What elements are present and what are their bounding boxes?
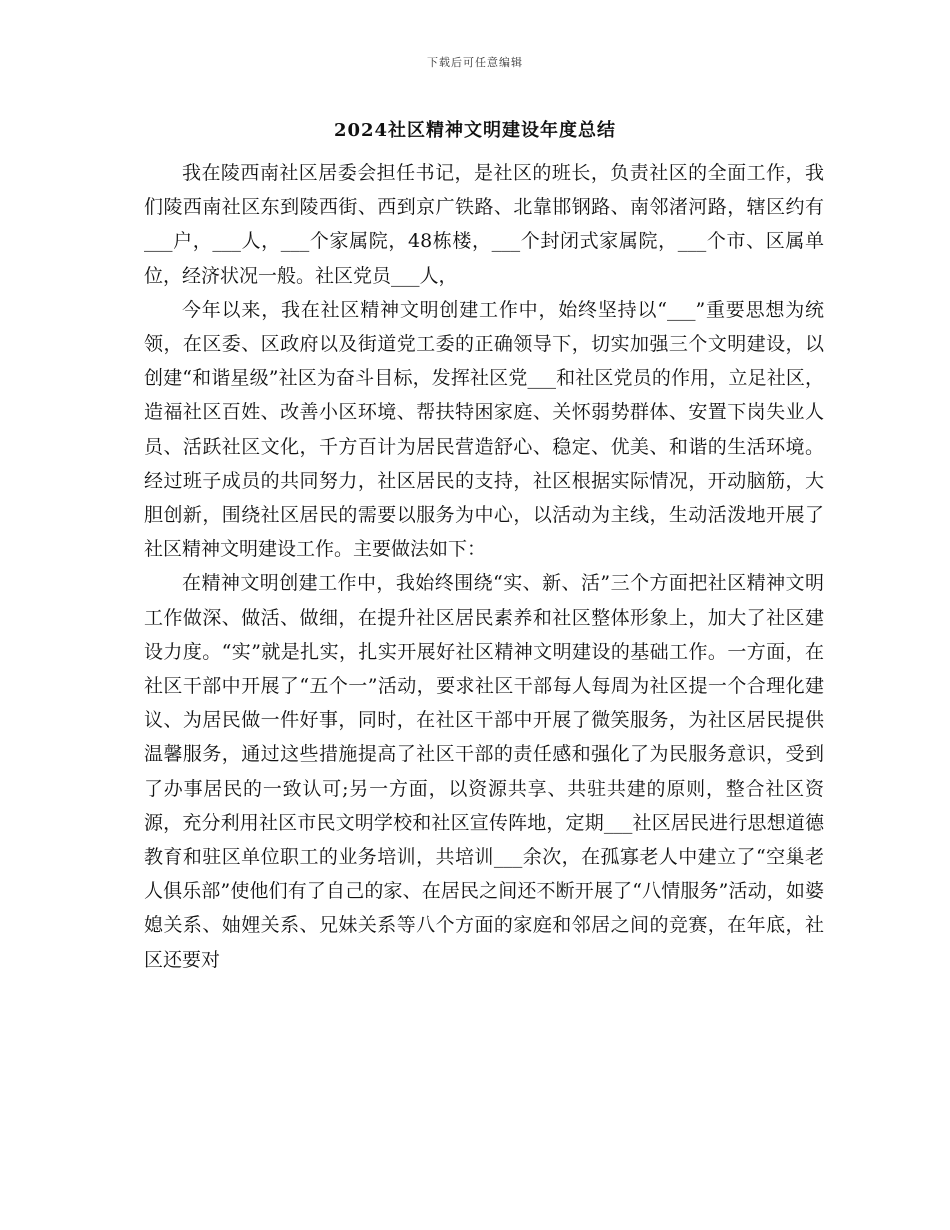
paragraph: 今年以来，我在社区精神文明创建工作中，始终坚持以“___”重要思想为统领，在区委、区政府以及街道党工委的正确领导下，切实加强三个文明建设，以创建“和谐星级”社区为奋斗目标，发挥社区党___和社区党员的作用，立足社区，造福社区百姓、改善小区环境、帮扶特困家庭、关怀弱势群体、安置下岗失业人员、活跃社区文化，千方百计为居民营造舒心、稳定、优美、和谐的生活环境。经过班子成员的共同努力，社区居民的支持，社区根据实际情况，开动脑筋，大胆创新，围绕社区居民的需要以服务为中心，以活动为主线，生动活泼地开展了社区精神文明建设工作。主要做法如下：	[144, 298, 824, 561]
page-header-note: 下载后可任意编辑	[427, 56, 523, 69]
paragraph: 我在陵西南社区居委会担任书记，是社区的班长，负责社区的全面工作，我们陵西南社区东到陵西街、西到京广铁路、北靠邯钢路、南邻渚河路，辖区约有___户，___人，___个家属院，48栋楼，___个封闭式家属院，___个市、区属单位，经济状况一般。社区党员___人，	[144, 162, 824, 287]
document-title: 2024社区精神文明建设年度总结	[333, 120, 617, 141]
document-body	[144, 156, 824, 977]
paragraph: 在精神文明创建工作中，我始终围绕“实、新、活”三个方面把社区精神文明工作做深、做活、做细，在提升社区居民素养和社区整体形象上，加大了社区建设力度。“实”就是扎实，扎实开展好社区精神文明建设的基础工作。一方面，在社区干部中开展了“五个一”活动，要求社区干部每人每周为社区提一个合理化建议、为居民做一件好事，同时，在社区干部中开展了微笑服务，为社区居民提供温馨服务，通过这些措施提高了社区干部的责任感和强化了为民服务意识，受到了办事居民的一致认可;另一方面，以资源共享、共驻共建的原则，整合社区资源，充分利用社区市民文明学校和社区宣传阵地，定期___社区居民进行思想道德教育和驻区单位职工的业务培训，共培训___余次，在孤寡老人中建立了“空巢老人俱乐部”使他们有了自己的家、在居民之间还不断开展了“八情服务”活动，如婆媳关系、妯娌关系、兄妹关系等八个方面的家庭和邻居之间的竞赛，在年底，社区还要对	[144, 572, 824, 971]
